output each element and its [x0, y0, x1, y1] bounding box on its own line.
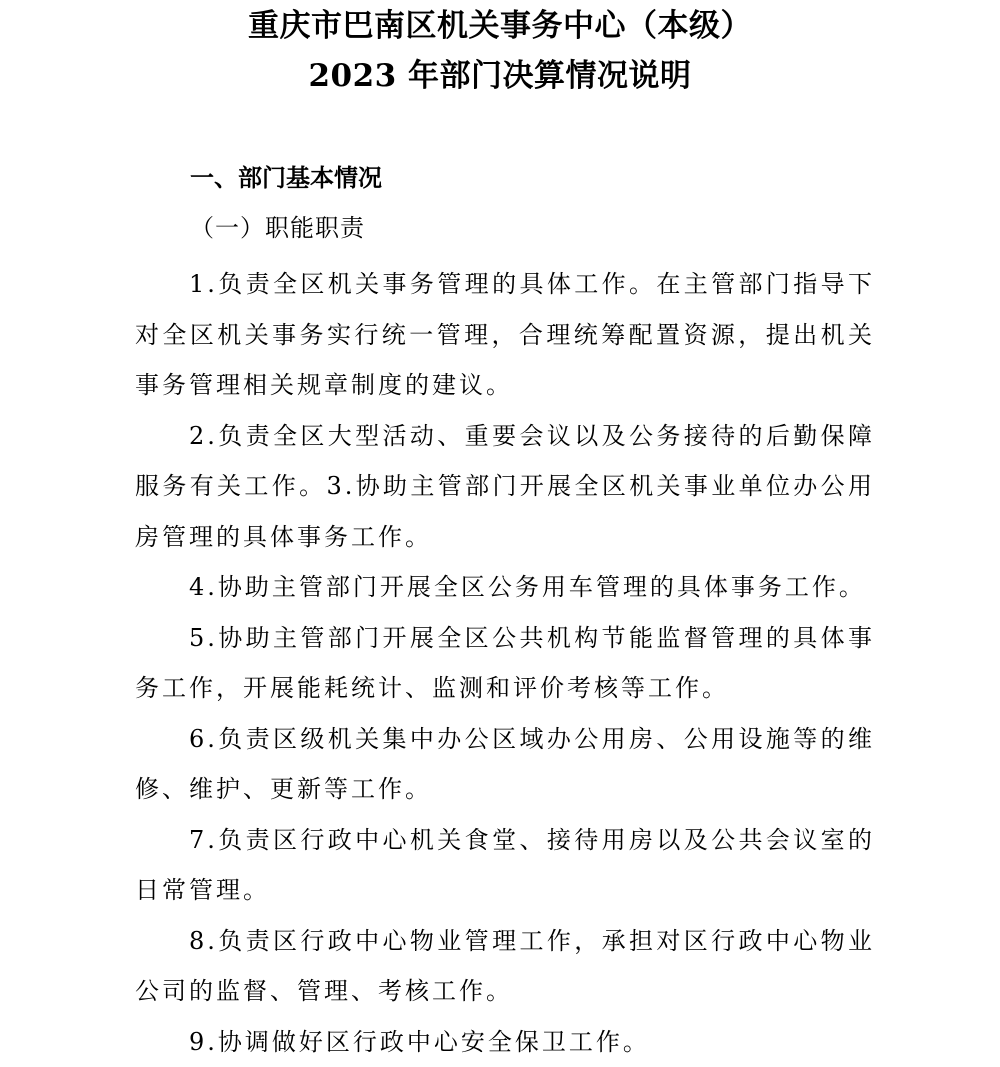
subsection-heading: （一）职能职责: [190, 210, 365, 246]
document-title-line-2: 2023 年部门决算情况说明: [0, 56, 1000, 96]
section-heading: 一、部门基本情况: [190, 160, 382, 196]
duty-paragraph-4: 4.协助主管部门开展全区公务用车管理的具体事务工作。: [135, 562, 875, 613]
duty-paragraph-7: 7.负责区行政中心机关食堂、接待用房以及公共会议室的日常管理。: [135, 815, 875, 916]
duty-paragraph-2: 2.负责全区大型活动、重要会议以及公务接待的后勤保障服务有关工作。3.协助主管部门开展全区机关事业单位办公用房管理的具体事务工作。: [135, 411, 875, 563]
duty-paragraph-8: 8.负责区行政中心物业管理工作，承担对区行政中心物业公司的监督、管理、考核工作。: [135, 916, 875, 1017]
duty-paragraph-5: 5.协助主管部门开展全区公共机构节能监督管理的具体事务工作，开展能耗统计、监测和评价考核等工作。: [135, 613, 875, 714]
duty-paragraph-6: 6.负责区级机关集中办公区域办公用房、公用设施等的维修、维护、更新等工作。: [135, 714, 875, 815]
duties-list: [135, 259, 875, 1067]
duty-paragraph-9: 9.协调做好区行政中心安全保卫工作。: [135, 1017, 875, 1067]
document-title-line-1: 重庆市巴南区机关事务中心（本级）: [0, 6, 1000, 46]
duty-paragraph-1: 1.负责全区机关事务管理的具体工作。在主管部门指导下对全区机关事务实行统一管理，合理统筹配置资源，提出机关事务管理相关规章制度的建议。: [135, 259, 875, 411]
